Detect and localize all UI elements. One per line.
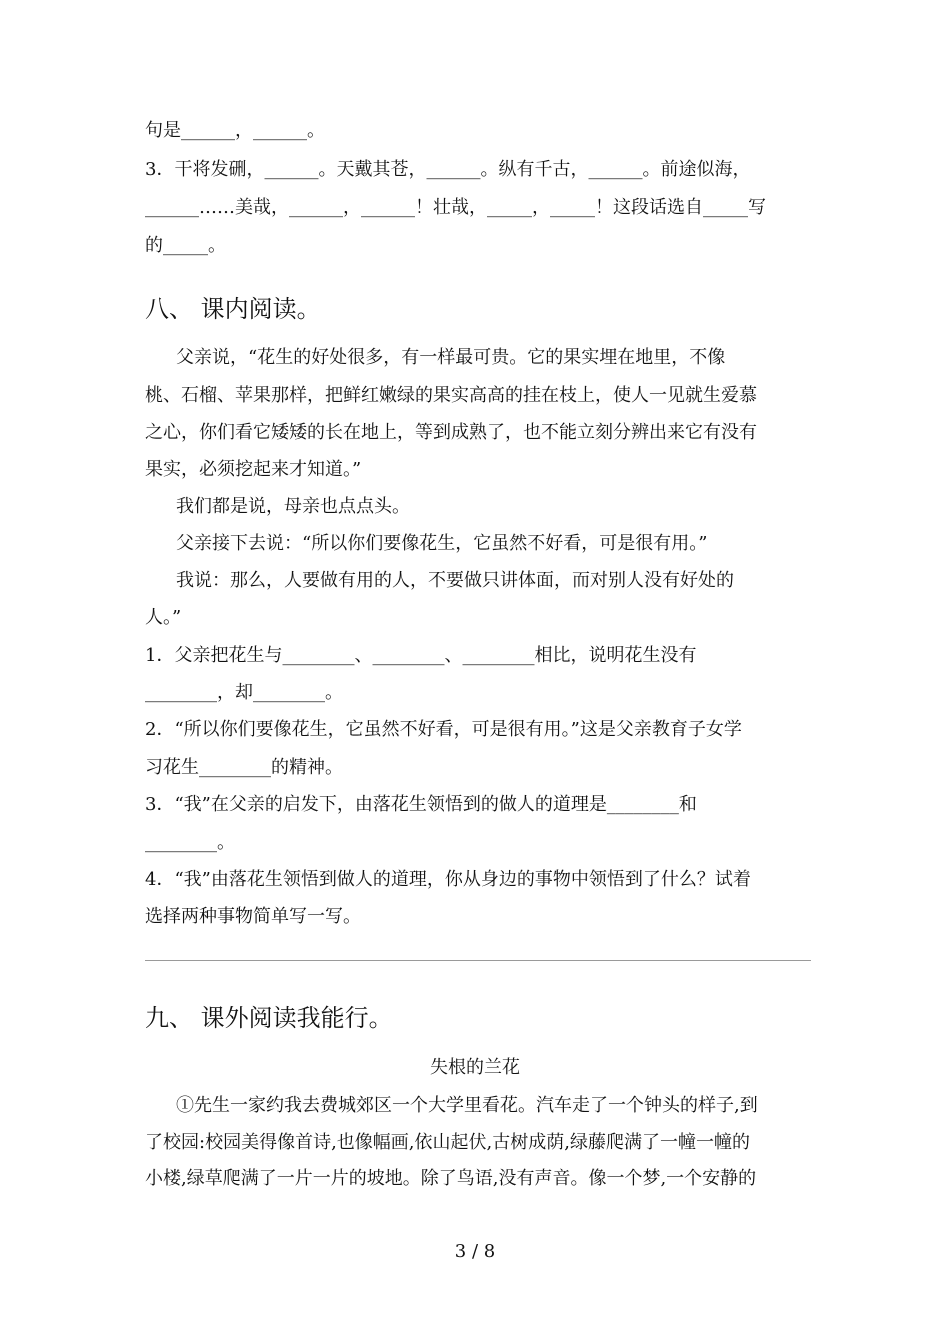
question-line: 1．父亲把花生与________、________、________相比，说明花生没有	[145, 645, 697, 666]
question-line: ________。	[145, 832, 235, 853]
passage-line: 之心，你们看它矮矮的长在地上，等到成熟了，也不能立刻分辨出来它有没有	[145, 422, 757, 443]
passage-line: 我说：那么，人要做有用的人，不要做只讲体面，而对别人没有好处的	[176, 570, 734, 591]
article-title: 失根的兰花	[430, 1057, 520, 1078]
section-8-heading: 八、 课内阅读。	[145, 295, 321, 323]
passage-line: 桃、石榴、苹果那样，把鲜红嫩绿的果实高高的挂在枝上，使人一见就生爱慕	[145, 385, 757, 406]
section-9-heading: 九、 课外阅读我能行。	[145, 1004, 393, 1032]
question-line: 习花生________的精神。	[145, 757, 343, 778]
question-line: 选择两种事物简单写一写。	[145, 906, 361, 927]
passage-line: 父亲接下去说：“所以你们要像花生，它虽然不好看，可是很有用。”	[176, 533, 708, 554]
question-line: 3．“我”在父亲的启发下，由落花生领悟到的做人的道理是________和	[145, 794, 697, 815]
passage-line: 小楼,绿草爬满了一片一片的坡地。除了鸟语,没有声音。像一个梦,一个安静的	[145, 1168, 757, 1189]
question-3-line: 3．干将发硎，______。天戴其苍，______。纵有千古，______。前途似海，	[145, 159, 751, 180]
passage-line: ①先生一家约我去费城郊区一个大学里看花。汽车走了一个钟头的样子,到	[176, 1095, 758, 1116]
passage-line: 了校园:校园美得像首诗,也像幅画,依山起伏,古树成荫,绿藤爬满了一幢一幢的	[145, 1132, 750, 1153]
answer-divider-line	[145, 960, 811, 961]
passage-line: 我们都是说，母亲也点点头。	[176, 496, 410, 517]
page-number: 3 / 8	[454, 1241, 496, 1262]
passage-line: 父亲说，“花生的好处很多，有一样最可贵。它的果实埋在地里，不像	[176, 347, 726, 368]
question-3-line: 的_____。	[145, 235, 226, 256]
passage-line: 果实，必须挖起来才知道。”	[145, 459, 362, 480]
question-line: ________，却________。	[145, 682, 343, 703]
text-line: 句是______，______。	[145, 120, 325, 141]
question-line: 2．“所以你们要像花生，它虽然不好看，可是很有用。”这是父亲教育子女学	[145, 719, 742, 740]
question-3-line: ______……美哉，______，______！壮哉，_____，_____！这段话选自_____写	[145, 197, 766, 218]
question-line: 4．“我”由落花生领悟到做人的道理，你从身边的事物中领悟到了什么？试着	[145, 869, 751, 890]
passage-line: 人。”	[145, 607, 182, 628]
